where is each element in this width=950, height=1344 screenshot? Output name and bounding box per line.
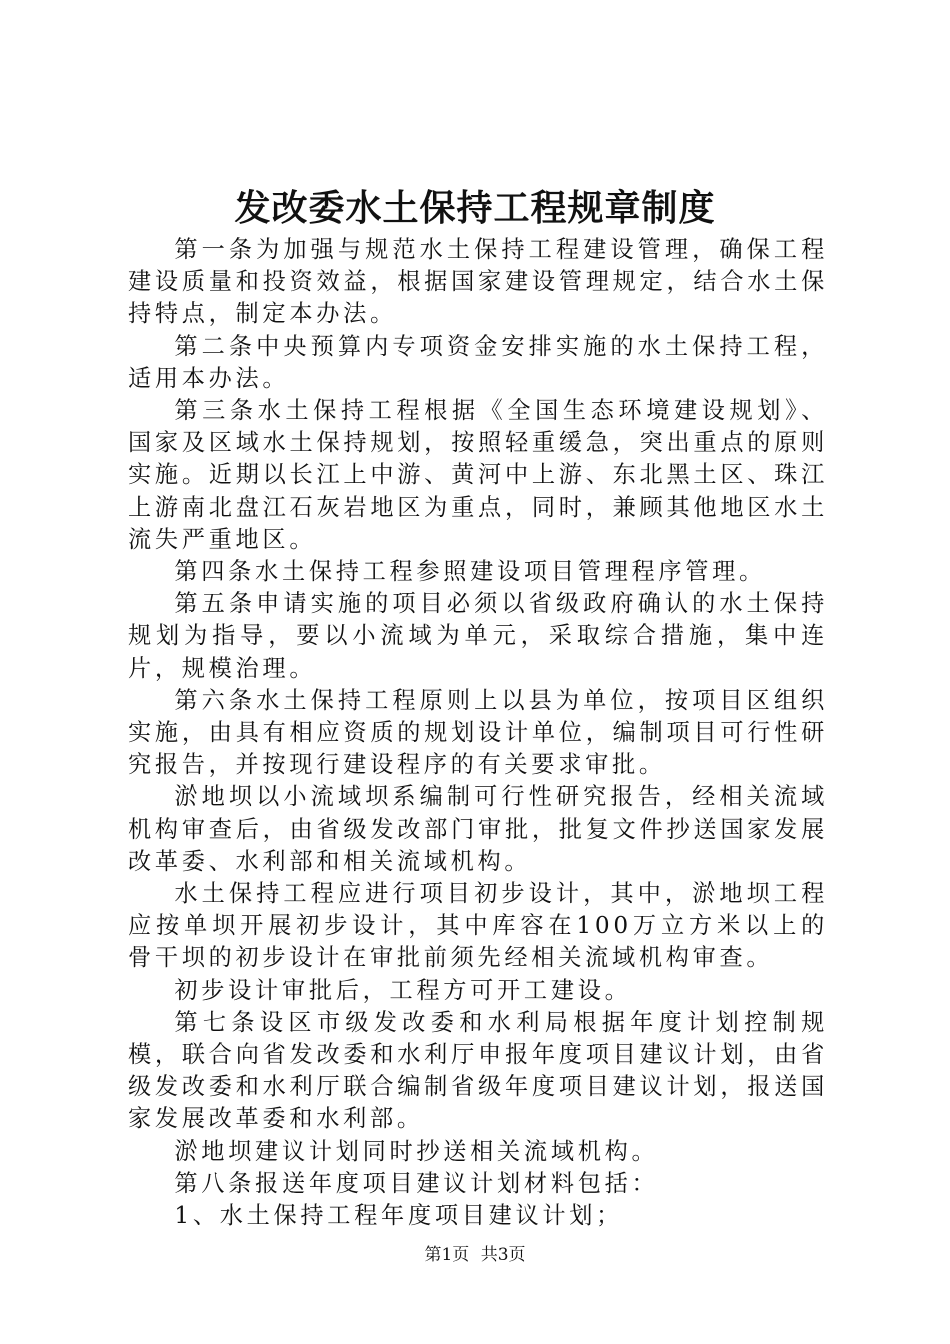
paragraph-article-4: 第四条水土保持工程参照建设项目管理程序管理。 — [174, 558, 766, 586]
paragraph-article-2: 第二条中央预算内专项资金安排实施的水土保持工程，适用本办法。 — [128, 332, 828, 392]
paragraph-article-6: 第六条水土保持工程原则上以县为单位，按项目区组织实施，由具有相应资质的规划设计单位，编制项目可行性研究报告，并按现行建设程序的有关要求审批。 — [128, 686, 828, 779]
page-number-footer: 第1页 共3页 — [424, 1245, 526, 1265]
paragraph-check-dam-report: 淤地坝以小流域坝系编制可行性研究报告，经相关流域机构审查后，由省级发改部门审批，批复文件抄送国家发展改革委、水利部和相关流域机构。 — [128, 783, 828, 875]
paragraph-article-5: 第五条申请实施的项目必须以省级政府确认的水土保持规划为指导，要以小流域为单元，采取综合措施，集中连片，规模治理。 — [128, 590, 828, 682]
paragraph-article-3: 第三条水土保持工程根据《全国生态环境建设规划》、国家及区域水土保持规划，按照轻重缓急，突出重点的原则实施。近期以长江上中游、黄河中上游、东北黑土区、珠江上游南北盘江石灰岩地区为重点，同时，兼顾其他地区水土流失严重地区。 — [128, 397, 828, 553]
paragraph-article-1: 第一条为加强与规范水土保持工程建设管理，确保工程建设质量和投资效益，根据国家建设管理规定，结合水土保持特点，制定本办法。 — [128, 236, 828, 328]
paragraph-check-dam-plan: 淤地坝建议计划同时抄送相关流域机构。 — [174, 1137, 659, 1165]
document-title: 发改委水土保持工程规章制度 — [234, 187, 716, 229]
document-body — [128, 234, 828, 1232]
paragraph-article-7: 第七条设区市级发改委和水利局根据年度计划控制规模，联合向省发改委和水利厅申报年度项目建议计划，由省级发改委和水利厅联合编制省级年度项目建议计划，报送国家发展改革委和水利部。 — [128, 1008, 828, 1133]
paragraph-article-8: 第八条报送年度项目建议计划材料包括： — [174, 1169, 659, 1197]
paragraph-preliminary-design: 水土保持工程应进行项目初步设计，其中，淤地坝工程应按单坝开展初步设计，其中库容在100万立方米以上的骨干坝的初步设计在审批前须先经相关流域机构审查。 — [128, 880, 828, 972]
paragraph-list-item-1: 1、水土保持工程年度项目建议计划； — [174, 1202, 624, 1230]
paragraph-design-approval: 初步设计审批后，工程方可开工建设。 — [174, 976, 632, 1004]
